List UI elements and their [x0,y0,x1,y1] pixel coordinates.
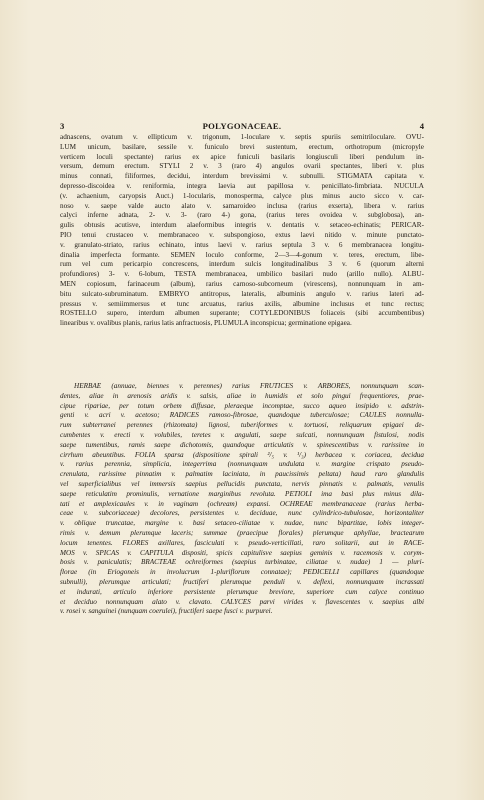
text-line: noso v. saepe valde aucto alato v. samaroideo inclusa (rarius exserta), libera v. rarius [60,201,424,210]
text-line: PIO tenui crustaceo v. membranaceo v. subspongioso, extus laevi nitido v. minute punctato- [60,230,424,239]
text-line: saepe reticulatim prominulis, vernatione marginibus revoluta. PETIOLI ima basi plus minus dila- [60,489,424,498]
text-line: saepe tumentibus, ramis saepe dichotomis, quandoque articulatis v. spinescentibus v. rarissime in [60,440,424,449]
description-paragraph [60,133,424,373]
page-number-left: 3 [60,121,65,131]
text-line: v. oblique truncatae, margine v. basi setaceo-ciliatae v. nudae, nunc bipartitae, lobis integer- [60,519,424,528]
text-line: crenulata, rarissime pinnatim v. palmatim laciniata, in paucissimis peltata) haud raro glandulis [60,470,424,479]
text-line: et deciduo nonnunquam alato v. clavato. CALYCES parvi virides v. flavescentes v. saepius albi [60,597,424,606]
text-line: MEN copiosum, farinaceum (album), rarius carnoso-subcorneum (virescens), nonnunquam in am- [60,279,424,288]
text-line: locum tenentes. FLORES axillares, fasciculati v. pseudo-verticillati, raro solitarii, aut in RACE- [60,538,424,547]
page-number-right: 4 [419,121,424,131]
text-line: ROSTELLO supero, interdum albumen superante; COTYLEDONIBUS foliaceis (sibi accumbentibus) [60,309,424,318]
text-line: ceae v. subcoriaceae) decolores, persistentes v. deciduae, nunc cylindrico-tubulosae, horizontaliter [60,509,424,518]
text-line: versum, demum erectum. STYLI 2 v. 3 (raro 4) angulos ovarii spectantes, liberi v. plus [60,162,424,171]
text-line: minus connati, filiformes, decidui, interdum brevissimi v. subnulli. STIGMATA capitata v. [60,172,424,181]
text-line: MOS v. SPICAS v. CAPITULA dispositi, spicis capitulisve saepius geminis v. racemosis v. corym- [60,548,424,557]
text-line: LUM unicum, basilare, sessile v. funiculo brevi sustentum, erectum, orthotropum (micropyle [60,142,424,151]
text-line: gulis obtusis acutisve, interdum alaeformibus integris v. dentatis v. setaceo-echinatis; PERICAR- [60,221,424,230]
text-line: bosis v. paniculatis; BRACTEAE ochreiformes (saepius turbinatae, ciliatae v. nudae) 1 — pluri- [60,558,424,567]
text-line: depresso-discoidea v. reniformia, integra laevia aut papillosa v. penicillato-fimbriata. NUCULA [60,181,424,190]
text-line: florae (in Eriogoneis in involucrum 1-pluriflorum connatae); PEDICELLI capillares (quandoque [60,568,424,577]
text-line: calyci inferne adnata, 2- v. 3- (raro 4-) gona, (rarius teres ovoidea v. subglobosa), an- [60,211,424,220]
running-header [60,121,424,131]
text-line: HERBAE (annuae, biennes v. perennes) rarius FRUTICES v. ARBORES, nonnunquam scan- [74,382,424,390]
text-line: cipue ripariae, per totum orbem diffusae, pleraeque incomptae, succo aqueo insipido v. adstrin- [60,401,424,410]
text-line: profundiores) 3- v. 6-lobum, TESTA membranacea, umbilico basilari nudo (arillo nullo). ALBU- [60,270,424,279]
habit-paragraph [60,382,424,722]
running-title: POLYGONACEAE. [202,121,282,131]
text-line: rum vel cum pericarpio concrescens, interdum sulcis longitudinalibus 3 v. 6 (quorum alterni [60,260,424,269]
text-line: dinalia imperfecta formante. SEMEN loculo conforme, 2—3—4-gonum v. teres, erectum, libe- [60,250,424,259]
text-line: bitu sulcato-subruminatum. EMBRYO antitropus, lateralis, albuminis angulo v. rarius lateri ad- [60,289,424,298]
text-line: verticem loculi spectante) rarius ex apice funiculi basilaris longiusculi liberi pendulum in- [60,152,424,161]
text-line: et indurati, articulo inferiore persistente plerumque breviore, superiore cum calyce continuo [60,587,424,596]
text-line: cumbentes v. erecti v. volubiles, teretes v. angulati, saepe sulcati, nonnunquam fistulosi, nodis [60,430,424,439]
text-line: (v. achaenium, caryopsis Auct.) 1-locularis, monosperma, calyce plus minus aucto sicco v. car- [60,191,424,200]
text-line: rum subterranei perennes (rhizomata) lignosi, tuberiformes v. tortuosi, reliquarum epigaei de- [60,421,424,430]
text-line: pressus v. semiimmersus et tunc arcuatus, rarius axilis, albumine inclusus et tunc rectus; [60,299,424,308]
text-line: genti v. acri v. acetoso; RADICES ramoso-fibrosae, quandoque tuberculosae; CAULES nonnulla- [60,411,424,420]
text-line: v. granulato-striato, rarius echinato, intus laevi v. rarius septula 3 v. 6 membranacea longitu- [60,240,424,249]
text-line: v. rarius perennia, simplicia, integerrima (nonnunquam undulata v. margine crispato pseudo- [60,460,424,469]
text-line: v. rosei v. sanguinei (nunquam coerulei), fructiferi saepe fusci v. purpurei. [60,607,273,616]
text-line: dentes, aliae in arenosis aridis v. salsis, aliae in humidis et solo pingui frequentiores, prae- [60,391,424,400]
text-line: linearibus v. ovalibus planis, rarius latis anfractuosis, PLUMULA inconspicua; germinatione epigaea. [60,319,352,328]
text-line: tati et amplexicaules v. in vaginam (ochream) expansi. OCHREAE membranaceae (rarius herba- [60,499,424,508]
text-line: cirrhum abeuntibus. FOLIA sparsa (dispositione spirali ²/₅ v. ¹/₃) herbacea v. coriacea, decidua [60,450,424,459]
text-line: rimis v. demum plerumque laceris; summae (praecipue florales) plerumque aphyllae, bractearum [60,528,424,537]
text-line: adnascens, ovatum v. ellipticum v. trigonum, 1-loculare v. septis spuriis semitriloculare. OVU- [60,133,424,141]
text-line: vel superficialibus vel immersis saepius pellucidis punctata, nervis pinnatis v. palmatis, venulis [60,479,424,488]
text-line: subnulli), plerumque articulati; fructiferi plerumque penduli v. deflexi, nonnunquam incrassati [60,577,424,586]
